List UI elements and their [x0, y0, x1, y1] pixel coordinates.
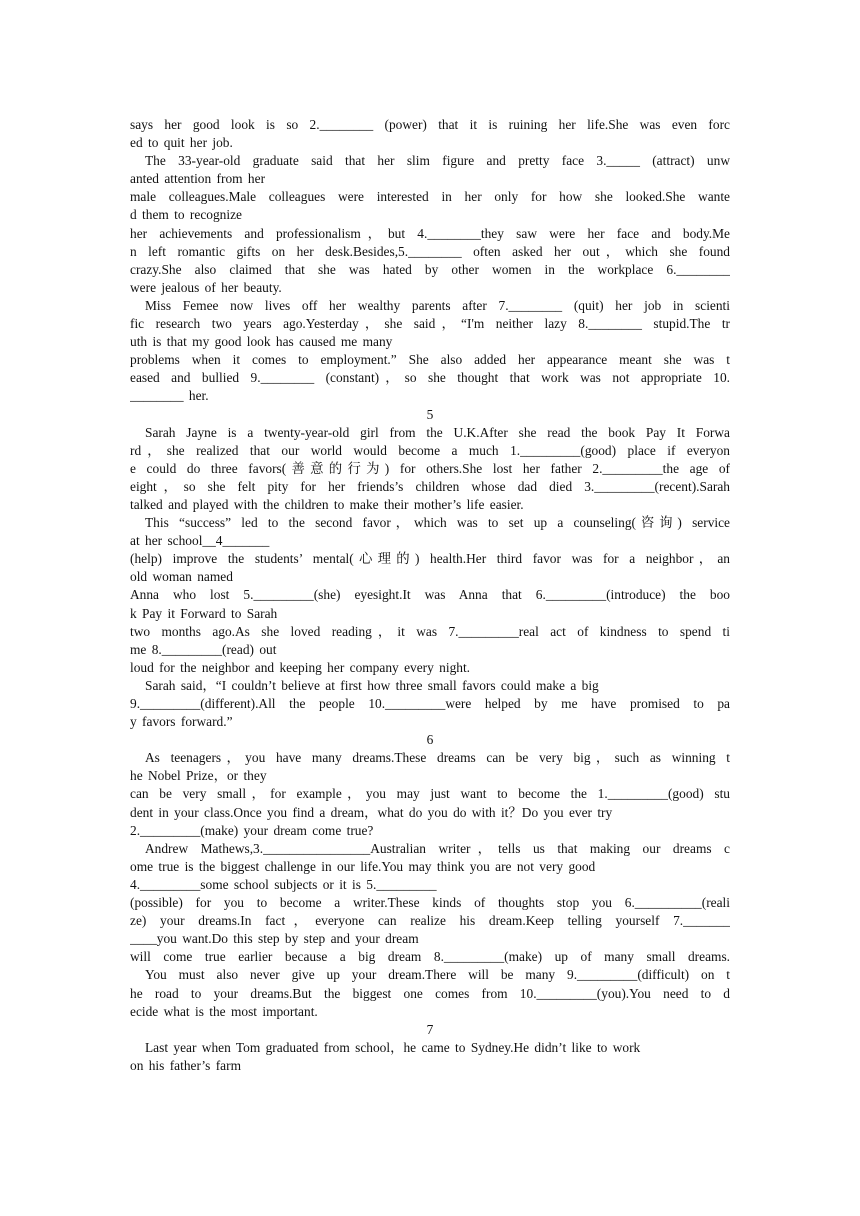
text-line: were jealous of her beauty.: [130, 279, 282, 295]
text-line: n left romantic gifts on her desk.Besides,5.________ often asked her out，which she found: [130, 243, 730, 259]
text-line: Sarah Jayne is a twenty-year-old girl from the U.K.After she read the book Pay It Forwa: [145, 424, 730, 440]
text-line: me 8._________(read) out: [130, 641, 277, 657]
text-line: eight，so she felt pity for her friends’s children whose dad died 3._________(recent).Sarah: [130, 478, 730, 494]
text-line: he road to your dreams.But the biggest one comes from 10._________(you).You need to d: [130, 985, 730, 1001]
text-line: Andrew Mathews,3.________________Australian writer，tells us that making our dreams c: [145, 840, 730, 856]
text-line: dent in your class.Once you find a dream，what do you do with it？Do you ever try: [130, 804, 613, 820]
text-line: male colleagues.Male colleagues were interested in her only for how she looked.She wante: [130, 189, 730, 205]
text-line: on his father’s farm: [130, 1057, 241, 1073]
text-line: eased and bullied 9.________ (constant)，so she thought that work was not appropriate 10.: [130, 370, 730, 386]
text-line: will come true earlier because a big dream 8._________(make) up of many small dreams.: [130, 949, 730, 965]
text-line: (help) improve the students’ mental(心理的) health.Her third favor was for a neighbor，an: [130, 551, 730, 567]
text-line: You must also never give up your dream.There will be many 9._________(difficult) on t: [145, 967, 730, 983]
text-line: Miss Femee now lives off her wealthy parents after 7.________ (quit) her job in scienti: [145, 297, 730, 313]
text-line: d them to recognize: [130, 207, 242, 223]
text-line: (possible) for you to become a writer.These kinds of thoughts stop you 6.__________(reali: [130, 895, 730, 911]
text-line: Last year when Tom graduated from school，he came to Sydney.He didn’t like to work: [145, 1039, 641, 1055]
text-line: Sarah said，“I couldn’t believe at first how three small favors could make a big: [145, 677, 599, 693]
text-line: loud for the neighbor and keeping her company every night.: [130, 659, 471, 675]
passage-number: 5: [426, 406, 434, 422]
passage-number: 7: [426, 1021, 434, 1037]
text-line: 2._________(make) your dream come true?: [130, 822, 374, 838]
text-line: rd，she realized that our world would become a much 1._________(good) place if everyon: [130, 442, 730, 458]
text-line: 4._________some school subjects or it is 5._________: [130, 876, 437, 892]
text-line: ome true is the biggest challenge in our life.You may think you are not very good: [130, 858, 596, 874]
text-line: crazy.She also claimed that she was hated by other women in the workplace 6.________: [130, 261, 730, 277]
text-line: at her school__4_______: [130, 533, 270, 549]
text-line: two months ago.As she loved reading，it was 7._________real act of kindness to spend ti: [130, 623, 730, 639]
text-line: old woman named: [130, 569, 233, 585]
text-line: ____you want.Do this step by step and your dream: [130, 931, 419, 947]
text-line: says her good look is so 2.________ (power) that it is ruining her life.She was even forc: [130, 117, 730, 132]
text-line: The 33-year-old graduate said that her slim figure and pretty face 3._____ (attract) unw: [145, 153, 730, 169]
text-line: 9._________(different).All the people 10._________were helped by me have promised to pa: [130, 696, 730, 711]
text-line: y favors forward.”: [130, 714, 233, 730]
text-line: can be very small，for example，you may just want to become the 1._________(good) stu: [130, 786, 730, 802]
text-line: ________ her.: [130, 388, 209, 404]
text-line: anted attention from her: [130, 171, 266, 187]
text-line: Anna who lost 5._________(she) eyesight.It was Anna that 6._________(introduce) the boo: [130, 587, 730, 603]
text-line: k Pay it Forward to Sarah: [130, 605, 278, 621]
text-line: ed to quit her job.: [130, 135, 233, 151]
text-line: he Nobel Prize，or they: [130, 768, 267, 784]
text-line: talked and played with the children to make their mother’s life easier.: [130, 496, 524, 512]
passage-number: 6: [426, 732, 434, 748]
text-line: her achievements and professionalism，but 4.________they saw were her face and body.Me: [130, 225, 730, 241]
text-line: uth is that my good look has caused me many: [130, 334, 393, 350]
document-page: [130, 116, 730, 1075]
text-line: As teenagers，you have many dreams.These dreams can be very big，such as winning t: [145, 750, 730, 766]
text-line: fic research two years ago.Yesterday，she said，“I'm neither lazy 8.________ stupid.The tr: [130, 316, 730, 332]
text-line: e could do three favors(善意的行为) for others.She lost her father 2._________the age of: [130, 460, 730, 476]
text-line: ze) your dreams.In fact，everyone can realize his dream.Keep telling yourself 7._______: [130, 913, 730, 929]
text-line: ecide what is the most important.: [130, 1003, 318, 1019]
text-line: This “success” led to the second favor，which was to set up a counseling(咨询) service: [145, 515, 730, 531]
text-line: problems when it comes to employment.” She also added her appearance meant she was t: [130, 352, 730, 368]
